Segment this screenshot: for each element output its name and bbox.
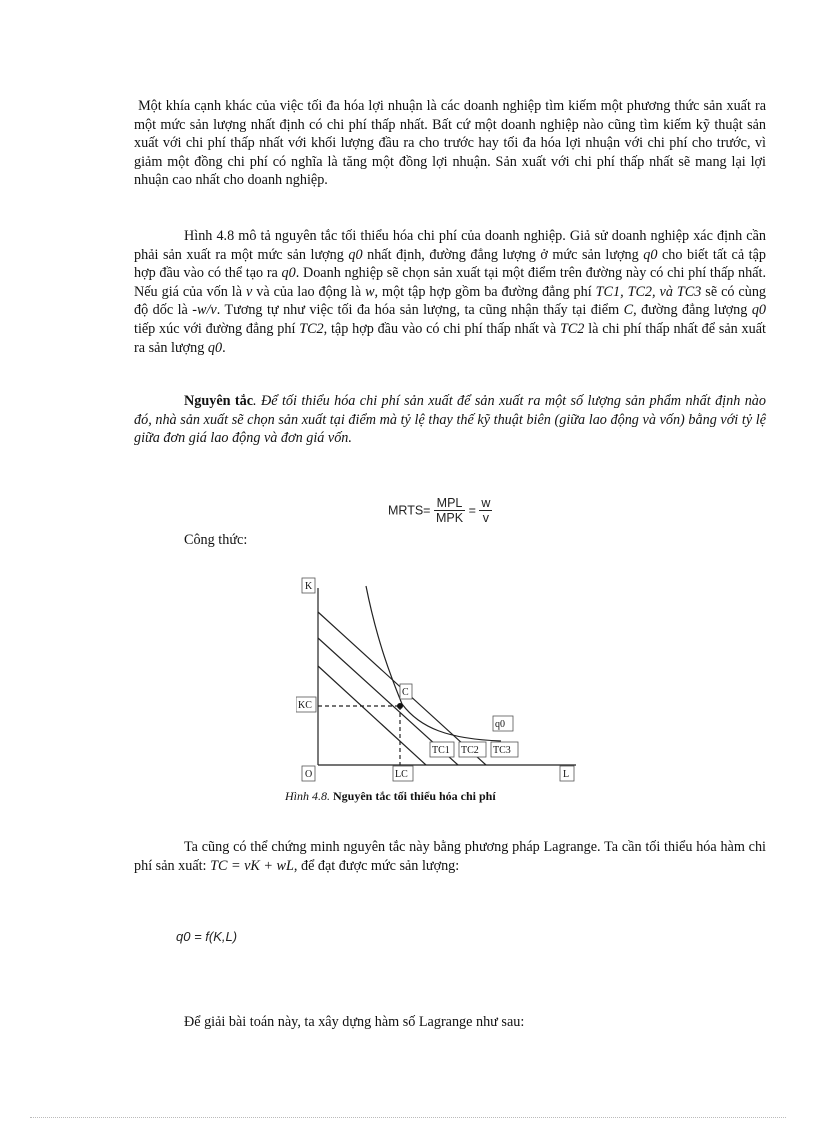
rule-label: Nguyên tắc	[184, 393, 254, 409]
isocost-tc1-line	[318, 666, 426, 765]
mrts-formula: MRTS= $\frac{\text{MPL}}{\text{MPK}}$ = $\frac{w}{v}$	[388, 496, 491, 525]
label-kc: KC	[298, 700, 312, 711]
paragraph-lagrange-setup: Để giải bài toán này, ta xây dựng hàm số Lagrange như sau:	[184, 1014, 525, 1030]
paragraph-lagrange: Ta cũng có thể chứng minh nguyên tắc này bằng phương pháp Lagrange. Ta cần tối thiểu hóa hàm chi phí sản xuất: TC = vK + wL, để đạt được mức sản lượng:	[134, 839, 766, 874]
figure-caption: Hình 4.8. Nguyên tắc tối thiểu hóa chi phí	[285, 789, 496, 803]
label-tc3: TC3	[493, 745, 511, 756]
figure-cost-minimization	[296, 576, 596, 786]
production-function: q0 = f(K,L)	[176, 929, 238, 944]
formula-label: Công thức:	[184, 532, 248, 548]
label-lc: LC	[395, 769, 408, 780]
tangency-point	[397, 703, 403, 709]
paragraph-intro: Một khía cạnh khác của việc tối đa hóa lợi nhuận là các doanh nghiệp tìm kiếm một phương thức sản xuất ra một mức sản lượng nhất định có chi phí thấp nhất. Bất cứ một doanh nghiệp nào cũng tìm kiếm kỹ thuật sản xuất với chi phí thấp nhất với khối lượng đầu ra cho trước hay tối đa hóa lợi nhuận với chi phí cho trước, vì giảm một đồng chi phí có nghĩa là tăng một đồng lợi nhuận. Sản xuất với chi phí thấp nhất sẽ mang lại lợi nhuận cao nhất cho doanh nghiệp.	[134, 98, 766, 189]
label-q0: q0	[495, 719, 505, 730]
label-tc1: TC1	[432, 745, 450, 756]
paragraph-figure-description: Hình 4.8 mô tả nguyên tắc tối thiểu hóa chi phí của doanh nghiệp. Giả sử doanh nghiệp xác định cần phải sản xuất ra một mức sản lượng q0 nhất định, đường đẳng lượng ở mức sản lượng q0 cho biết tất cả tập hợp đầu vào có thể tạo ra q0. Doanh nghiệp sẽ chọn sản xuất tại một điểm trên đường này có chi phí thấp nhất. Nếu giá của vốn là v và của lao động là w, một tập hợp gồm ba đường đẳng phí TC1, TC2, và TC3 sẽ có cùng độ dốc là -w/v. Tương tự như việc tối đa hóa sản lượng, ta cũng nhận thấy tại điểm C, đường đẳng lượng q0 tiếp xúc với đường đẳng phí TC2, tập hợp đầu vào có chi phí thấp nhất và TC2 là chi phí thấp nhất để sản xuất ra sản lượng q0.	[134, 228, 767, 356]
label-o: O	[305, 769, 313, 780]
label-c: C	[402, 687, 409, 698]
label-k: K	[305, 581, 313, 592]
paragraph-rule: Nguyên tắc. Để tối thiểu hóa chi phí sản xuất để sản xuất ra một số lượng sản phẩm nhất định nào đó, nhà sản xuất sẽ chọn sản xuất tại điểm mà tỷ lệ thay thế kỹ thuật biên (giữa lao động và vốn) bằng với tỷ lệ giữa đơn giá lao động và đơn giá vốn.	[134, 393, 766, 447]
label-tc2: TC2	[461, 745, 479, 756]
page-border	[30, 1117, 786, 1118]
label-l: L	[563, 769, 570, 780]
